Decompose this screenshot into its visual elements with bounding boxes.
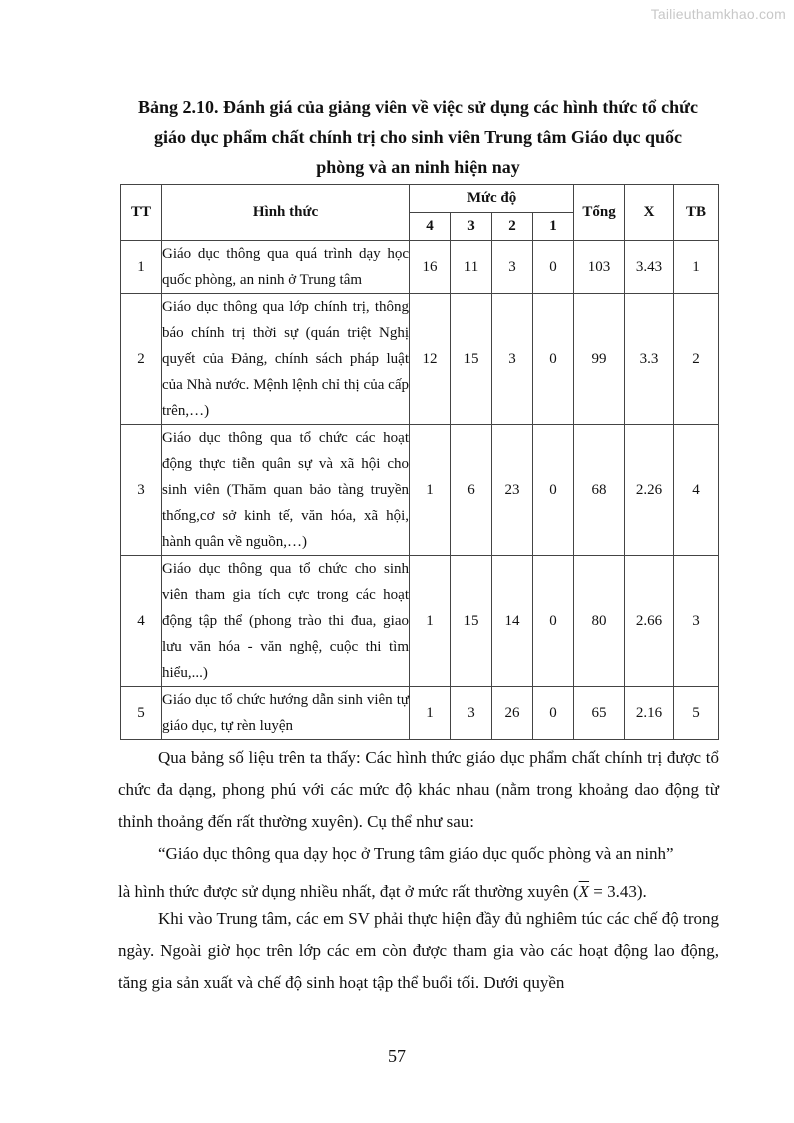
cell-total: 68	[574, 425, 625, 556]
cell-level-3: 6	[451, 425, 492, 556]
cell-x: 2.26	[625, 425, 674, 556]
cell-rank: 4	[674, 425, 719, 556]
cell-x: 2.66	[625, 556, 674, 687]
header-level: Mức độ	[410, 185, 574, 213]
cell-level-4: 1	[410, 687, 451, 740]
caption-line-2: giáo dục phẩm chất chính trị cho sinh viên Trung tâm Giáo dục quốc	[154, 127, 682, 147]
cell-total: 99	[574, 294, 625, 425]
x-bar-symbol: $\overline{X}$	[578, 882, 590, 901]
cell-form: Giáo dục thông qua tổ chức cho sinh viên tham gia tích cực trong các hoạt động tập thể (phong trào thi đua, giao lưu văn hóa - văn nghệ, cuộc thi tìm hiểu,...)	[162, 556, 410, 687]
cell-level-1: 0	[533, 556, 574, 687]
table-row	[121, 425, 719, 556]
header-rank: TB	[674, 185, 719, 241]
cell-x: 3.43	[625, 241, 674, 294]
cell-level-4: 16	[410, 241, 451, 294]
cell-level-3: 11	[451, 241, 492, 294]
table-caption	[118, 92, 718, 182]
cell-level-2: 26	[492, 687, 533, 740]
cell-level-3: 15	[451, 556, 492, 687]
page-number: 57	[388, 1046, 406, 1066]
paragraph-2	[118, 838, 719, 908]
header-level-3: 3	[451, 213, 492, 241]
cell-level-2: 3	[492, 241, 533, 294]
cell-form: Giáo dục thông qua lớp chính trị, thông báo chính trị thời sự (quán triệt Nghị quyết của Đảng, chính sách pháp luật của Nhà nước. Mệnh lệnh chỉ thị của cấp trên,…)	[162, 294, 410, 425]
cell-x: 3.3	[625, 294, 674, 425]
header-level-1: 1	[533, 213, 574, 241]
paragraph-2-text: là hình thức được sử dụng nhiều nhất, đạt ở mức rất thường xuyên (	[118, 882, 579, 901]
header-level-2: 2	[492, 213, 533, 241]
paragraph-2-line-1: “Giáo dục thông qua dạy học ở Trung tâm giáo dục quốc phòng và an ninh”	[158, 844, 674, 863]
header-total: Tổng	[574, 185, 625, 241]
cell-form: Giáo dục thông qua tổ chức các hoạt động thực tiễn quân sự và xã hội cho sinh viên (Thăm quan bảo tàng truyền thống,cơ sở kinh tế, văn hóa, xã hội, hành quân về nguồn,…)	[162, 425, 410, 556]
cell-level-1: 0	[533, 687, 574, 740]
cell-level-1: 0	[533, 241, 574, 294]
cell-level-4: 1	[410, 556, 451, 687]
table-row	[121, 556, 719, 687]
cell-rank: 3	[674, 556, 719, 687]
cell-level-1: 0	[533, 294, 574, 425]
cell-total: 65	[574, 687, 625, 740]
evaluation-table	[120, 184, 719, 740]
paragraph-3: Khi vào Trung tâm, các em SV phải thực hiện đầy đủ nghiêm túc các chế độ trong ngày. Ngoài giờ học trên lớp các em còn được tham gia vào các hoạt động lao động, tăng gia sản xuất và chế độ sinh hoạt tập thể buổi tối. Dưới quyền	[118, 909, 719, 992]
cell-x: 2.16	[625, 687, 674, 740]
cell-level-2: 3	[492, 294, 533, 425]
cell-total: 103	[574, 241, 625, 294]
watermark-text: Tailieuthamkhao.com	[650, 6, 786, 22]
cell-level-3: 3	[451, 687, 492, 740]
cell-total: 80	[574, 556, 625, 687]
cell-rank: 1	[674, 241, 719, 294]
cell-tt: 5	[121, 687, 162, 740]
header-form: Hình thức	[162, 185, 410, 241]
cell-level-4: 1	[410, 425, 451, 556]
header-x: X	[625, 185, 674, 241]
header-tt: TT	[121, 185, 162, 241]
cell-rank: 2	[674, 294, 719, 425]
header-level-4: 4	[410, 213, 451, 241]
cell-tt: 1	[121, 241, 162, 294]
cell-tt: 3	[121, 425, 162, 556]
table-row	[121, 687, 719, 740]
paragraph-1: Qua bảng số liệu trên ta thấy: Các hình thức giáo dục phẩm chất chính trị được tổ chức đa dạng, phong phú với các mức độ khác nhau (nằm trong khoảng dao động từ thỉnh thoảng đến rất thường xuyên). Cụ thể như sau:	[118, 748, 719, 831]
caption-line-3: phòng và an ninh hiện nay	[316, 157, 520, 177]
cell-rank: 5	[674, 687, 719, 740]
paragraph-2-value: = 3.43).	[589, 882, 647, 901]
cell-level-4: 12	[410, 294, 451, 425]
cell-form: Giáo dục tổ chức hướng dẫn sinh viên tự giáo dục, tự rèn luyện	[162, 687, 410, 740]
cell-form: Giáo dục thông qua quá trình dạy học quốc phòng, an ninh ở Trung tâm	[162, 241, 410, 294]
cell-level-2: 14	[492, 556, 533, 687]
cell-level-3: 15	[451, 294, 492, 425]
cell-level-2: 23	[492, 425, 533, 556]
cell-tt: 2	[121, 294, 162, 425]
cell-level-1: 0	[533, 425, 574, 556]
caption-line-1: Bảng 2.10. Đánh giá của giảng viên về việc sử dụng các hình thức tổ chức	[138, 97, 698, 117]
cell-tt: 4	[121, 556, 162, 687]
table-row	[121, 294, 719, 425]
table-row	[121, 241, 719, 294]
